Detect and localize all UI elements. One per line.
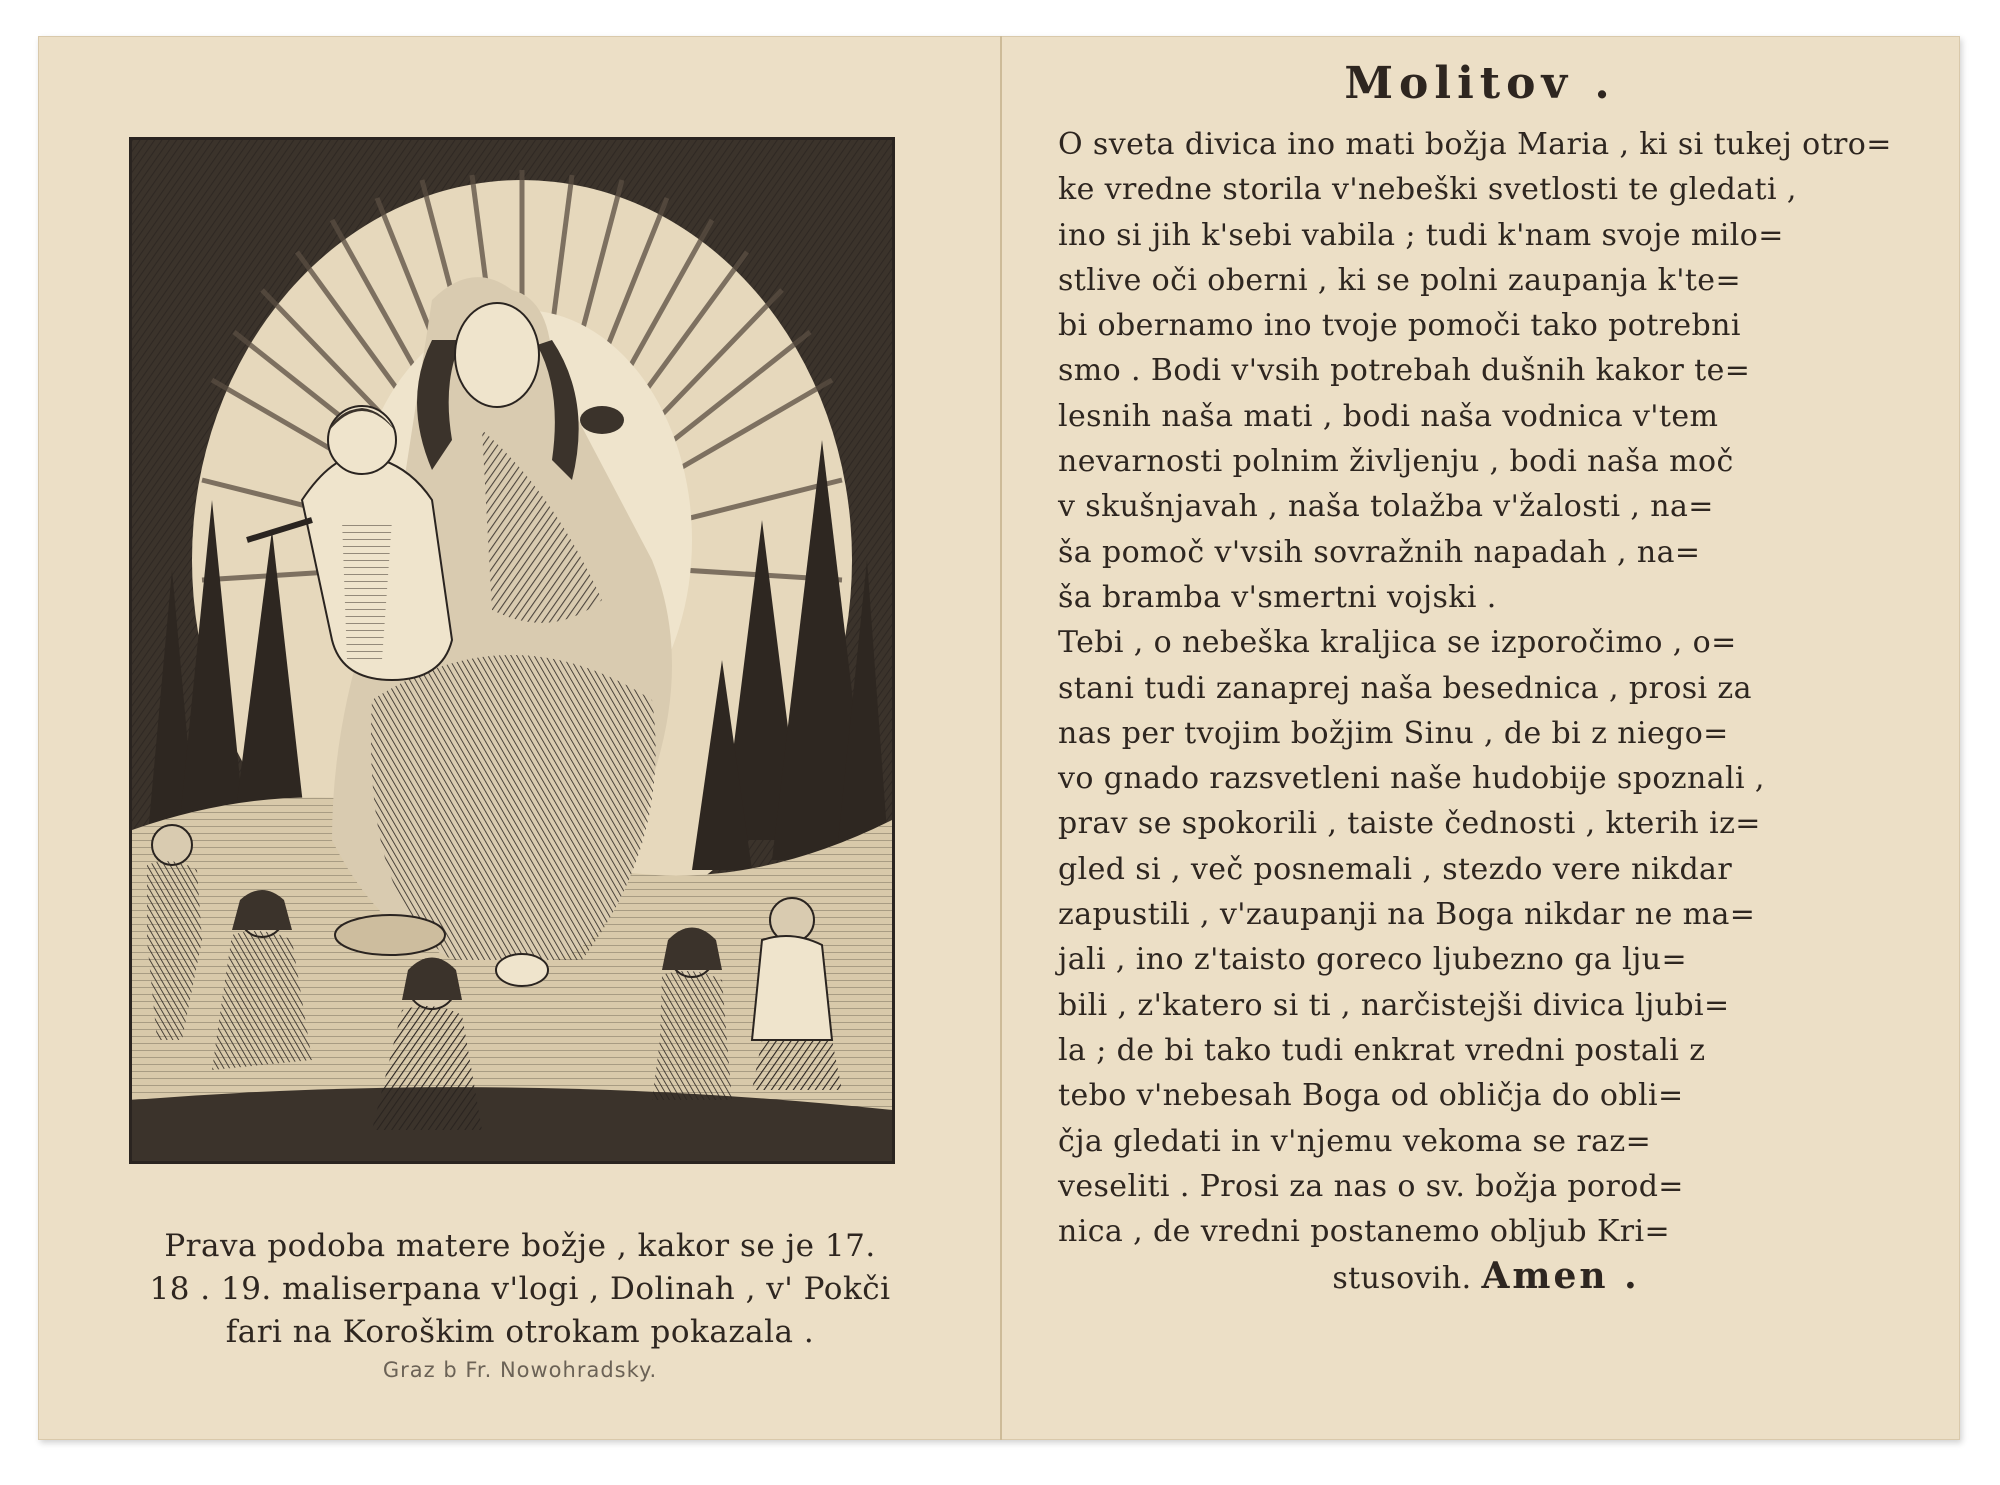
- prayer-line: v skušnjavah , naša tolažba v'žalosti , na=: [1058, 489, 1714, 525]
- prayer-line: la ; de bi tako tudi enkrat vredni postali z: [1058, 1032, 1706, 1068]
- prayer-line: zapustili , v'zaupanji na Boga nikdar ne ma=: [1058, 897, 1756, 933]
- prayer-line: ša pomoč v'vsih sovražnih napadah , na=: [1058, 534, 1701, 570]
- prayer-line: bili , z'katero si ti , narčistejši divica ljubi=: [1058, 987, 1730, 1023]
- caption-line: Prava podoba matere božje , kakor se je 17.: [164, 1228, 876, 1264]
- prayer-line: ša bramba v'smertni vojski .: [1058, 579, 1497, 615]
- prayer-title: Molitov .: [1344, 58, 1616, 109]
- prayer-line: gled si , več posnemali , stezdo vere nikdar: [1058, 851, 1733, 887]
- bread-icon: [335, 915, 445, 955]
- prayer-line: nevarnosti polnim življenju , bodi naša moč: [1058, 444, 1734, 480]
- engraving-caption: [80, 1225, 960, 1354]
- prayer-line: veseliti . Prosi za nas o sv. božja porod=: [1058, 1168, 1684, 1204]
- prayer-line: nica , de vredni postanemo obljub Kri=: [1058, 1214, 1671, 1250]
- caption-line: 18 . 19. maliserpana v'logi , Dolinah , v' Pokči: [149, 1271, 891, 1307]
- prayer-line: čja gledati in v'njemu vekoma se raz=: [1058, 1123, 1652, 1159]
- center-fold: [1000, 36, 1002, 1440]
- engraving-illustration: [132, 140, 892, 1161]
- prayer-line: ke vredne storila v'nebeški svetlosti te gledati ,: [1058, 172, 1797, 208]
- caption-line: fari na Koroškim otrokam pokazala .: [225, 1314, 815, 1350]
- prayer-line: jali , ino z'taisto goreco ljubezno ga lju=: [1058, 942, 1687, 978]
- madonna-engraving: [129, 137, 895, 1164]
- prayer-line: stlive oči oberni , ki se polni zaupanja k'te=: [1058, 262, 1741, 298]
- prayer-line: smo . Bodi v'vsih potrebah dušnih kakor te=: [1058, 353, 1751, 389]
- prayer-line: nas per tvojim božjim Sinu , de bi z niego=: [1058, 715, 1729, 751]
- prayer-line: Tebi , o nebeška kraljica se izporočimo , o=: [1058, 625, 1737, 661]
- prayer-line: prav se spokorili , taiste čednosti , kterih iz=: [1058, 806, 1761, 842]
- printer-imprint: Graz b Fr. Nowohradsky.: [382, 1358, 658, 1382]
- prayer-line: ino si jih k'sebi vabila ; tudi k'nam svoje milo=: [1058, 217, 1784, 253]
- prayer-closing-line: [1058, 1254, 1914, 1299]
- prayer-text: [1058, 122, 1914, 1300]
- amen-text: Amen .: [1481, 1255, 1640, 1298]
- prayer-line: tebo v'nebesah Boga od obličja do obli=: [1058, 1078, 1684, 1114]
- prayer-line: stani tudi zanaprej naša besednica , prosi za: [1058, 670, 1752, 706]
- prayer-line: bi obernamo ino tvoje pomoči tako potrebni: [1058, 308, 1741, 344]
- prayer-last-word: stusovih.: [1332, 1261, 1472, 1297]
- prayer-line: lesnih naša mati , bodi naša vodnica v'tem: [1058, 398, 1719, 434]
- prayer-line: O sveta divica ino mati božja Maria , ki si tukej otro=: [1058, 127, 1892, 162]
- prayer-line: vo gnado razsvetleni naše hudobije spoznali ,: [1058, 761, 1765, 797]
